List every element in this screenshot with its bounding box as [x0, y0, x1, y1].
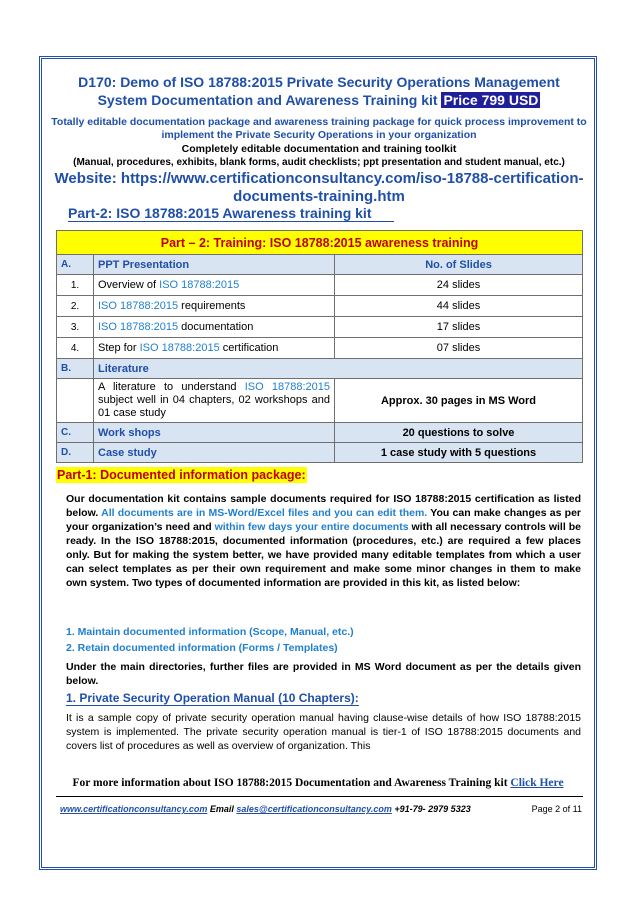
section-b-label: Literature: [94, 359, 583, 379]
manual-heading: 1. Private Security Operation Manual (10 Chapters):: [66, 691, 359, 705]
item-number: 4.: [57, 338, 94, 359]
part2-heading: Part-2: ISO 18788:2015 Awareness training kit: [68, 205, 394, 222]
item-number: 1.: [57, 275, 94, 296]
document-title: [44, 73, 594, 109]
section-a-label: PPT Presentation: [94, 255, 335, 275]
table-row: [57, 296, 583, 317]
section-c-right: 20 questions to solve: [335, 423, 583, 443]
item-slides: 44 slides: [335, 296, 583, 317]
section-d-letter: D.: [57, 443, 94, 463]
literature-desc: A literature to understand ISO 18788:2015 subject well in 04 chapters, 02 workshops and 01 case study: [94, 379, 335, 423]
item-slides: 17 slides: [335, 317, 583, 338]
item-slides: 07 slides: [335, 338, 583, 359]
manual-paragraph: It is a sample copy of private security operation manual having clause-wise details of how ISO 18788:2015 system is implemented. The private security operation manual is tier-1 of ISO 18788:2015 documents and covers list of procedures as well as overview of organization. This: [66, 712, 581, 752]
footer-divider: [56, 796, 583, 797]
part1-heading: Part-1: Documented information package:: [57, 468, 306, 482]
footer-phone: +91-79- 2979 5323: [391, 804, 471, 814]
price-badge: Price 799 USD: [443, 92, 539, 108]
footer-email-label: Email: [207, 804, 237, 814]
training-kit-table: [56, 230, 583, 463]
table-row: [57, 379, 583, 423]
click-here-link[interactable]: Click Here: [510, 777, 564, 789]
section-c-label: Work shops: [94, 423, 335, 443]
page-number: Page 2 of 11: [531, 804, 582, 814]
part1-paragraph-2: Under the main directories, further files are provided in MS Word document as per the details given below.: [66, 661, 581, 687]
footer-site-link[interactable]: www.certificationconsultancy.com: [60, 804, 208, 814]
item-number: 3.: [57, 317, 94, 338]
subtitle: Totally editable documentation package and awareness training package for quick process improvement to implement the Private Security Operations in your organization: [51, 116, 587, 141]
table-row: [57, 275, 583, 296]
literature-pages: Approx. 30 pages in MS Word: [335, 379, 583, 423]
item-slides: 24 slides: [335, 275, 583, 296]
part1-paragraph-1: Our documentation kit contains sample documents required for ISO 18788:2015 certification as listed below. All documents are in MS-Word/Excel files and you can edit them. You can make changes as per your organization’s need and within few days your entire documents with all necessary controls will be ready. In the ISO 18788:2015, documented information (procedures, etc.) are required a few places only. But for making the system better, we have provided many editable templates from which a user can select templates as per their own requirement and make some minor changes in them to make own system. Two types of documented information are provided in this kit, as listed below:: [66, 493, 582, 589]
title-line-1: D170: Demo of ISO 18788:2015 Private Security Operations Management: [78, 74, 560, 90]
section-d-label: Case study: [94, 443, 335, 463]
item-desc: ISO 18788:2015 requirements: [94, 296, 335, 317]
table-row: [57, 317, 583, 338]
list-item-maintain: 1. Maintain documented information (Scope, Manual, etc.): [66, 626, 354, 638]
subtitle-toolkit: Completely editable documentation and training toolkit: [181, 143, 457, 155]
table-row: [57, 338, 583, 359]
item-desc: Overview of ISO 18788:2015: [94, 275, 335, 296]
footer: [60, 804, 582, 814]
website-link[interactable]: Website: https://www.certificationconsultancy.com/iso-18788-certification-documents-training.htm: [54, 170, 584, 205]
section-a-right: No. of Slides: [335, 255, 583, 275]
footer-email-link[interactable]: sales@certificationconsultancy.com: [236, 804, 392, 814]
more-info: For more information about ISO 18788:2015 Documentation and Awareness Training kit Click Here: [72, 777, 564, 789]
section-d-right: 1 case study with 5 questions: [335, 443, 583, 463]
section-b-letter: B.: [57, 359, 94, 379]
subtitle-contents: (Manual, procedures, exhibits, blank forms, audit checklists; ppt presentation and student manual, etc.): [73, 157, 565, 168]
section-a-letter: A.: [57, 255, 94, 275]
section-c-letter: C.: [57, 423, 94, 443]
table-title: Part – 2: Training: ISO 18788:2015 awareness training: [57, 231, 583, 255]
item-number: 2.: [57, 296, 94, 317]
item-desc: ISO 18788:2015 documentation: [94, 317, 335, 338]
list-item-retain: 2. Retain documented information (Forms / Templates): [66, 642, 338, 654]
title-line-2: System Documentation and Awareness Training kit: [97, 92, 438, 108]
item-desc: Step for ISO 18788:2015 certification: [94, 338, 335, 359]
